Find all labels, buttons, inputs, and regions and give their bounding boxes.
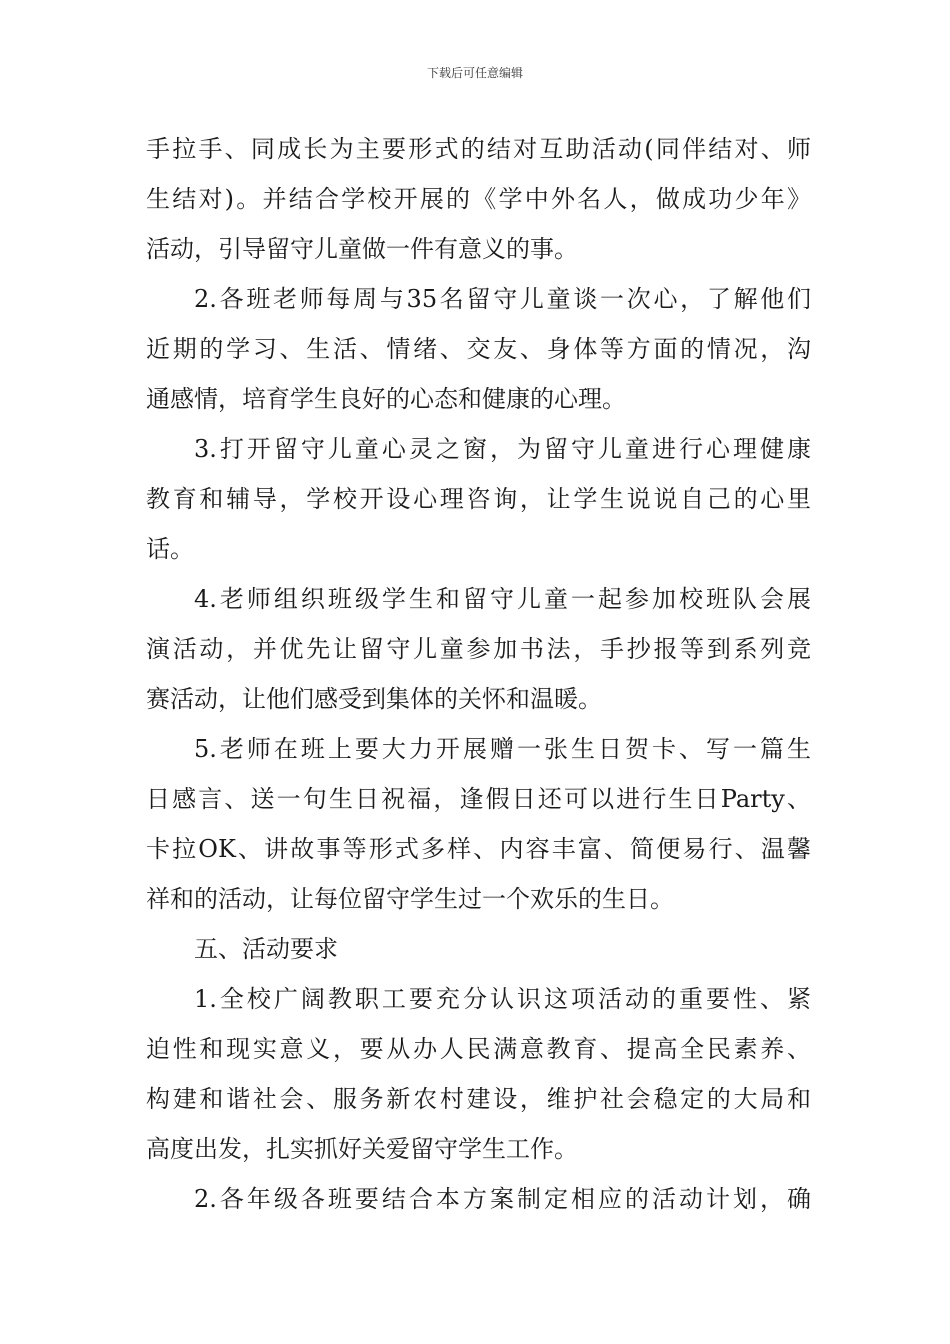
page-header-note: 下载后可任意编辑 [426, 66, 523, 80]
paragraph-start-line: 2.各年级各班要结合本方案制定相应的活动计划，确 [194, 1185, 811, 1213]
paragraph-start-line: 5.老师在班上要大力开展赠一张生日贺卡、写一篇生 [194, 735, 811, 763]
text-line: 教育和辅导，学校开设心理咨询，让学生说说自己的心里 [146, 485, 811, 513]
text-line: 生结对)。并结合学校开展的《学中外名人，做成功少年》 [146, 185, 811, 213]
text-line: 日感言、送一句生日祝福，逢假日还可以进行生日Party、 [146, 785, 811, 813]
text-line: 迫性和现实意义，要从办人民满意教育、提高全民素养、 [146, 1035, 811, 1063]
paragraph-start-line: 1.全校广阔教职工要充分认识这项活动的重要性、紧 [194, 985, 811, 1013]
text-line: 近期的学习、生活、情绪、交友、身体等方面的情况，沟 [146, 335, 811, 363]
paragraph-start-line: 2.各班老师每周与35名留守儿童谈一次心，了解他们 [194, 285, 811, 313]
text-line: 演活动，并优先让留守儿童参加书法，手抄报等到系列竞 [146, 635, 811, 663]
text-line: 卡拉OK、讲故事等形式多样、内容丰富、简便易行、温馨 [146, 835, 811, 863]
text-line: 赛活动，让他们感受到集体的关怀和温暖。 [146, 685, 602, 713]
text-line: 话。 [146, 535, 194, 563]
paragraph-start-line: 3.打开留守儿童心灵之窗，为留守儿童进行心理健康 [194, 435, 811, 463]
document-body [146, 124, 811, 1224]
paragraph-start-line: 4.老师组织班级学生和留守儿童一起参加校班队会展 [194, 585, 811, 613]
text-line: 手拉手、同成长为主要形式的结对互助活动(同伴结对、师 [146, 135, 811, 163]
text-line: 高度出发，扎实抓好关爱留守学生工作。 [146, 1135, 578, 1163]
text-line: 祥和的活动，让每位留守学生过一个欢乐的生日。 [146, 885, 674, 913]
text-line: 活动，引导留守儿童做一件有意义的事。 [146, 235, 578, 263]
text-line: 通感情，培育学生良好的心态和健康的心理。 [146, 385, 626, 413]
text-line: 构建和谐社会、服务新农村建设，维护社会稳定的大局和 [146, 1085, 811, 1113]
section-heading: 五、活动要求 [194, 935, 338, 963]
